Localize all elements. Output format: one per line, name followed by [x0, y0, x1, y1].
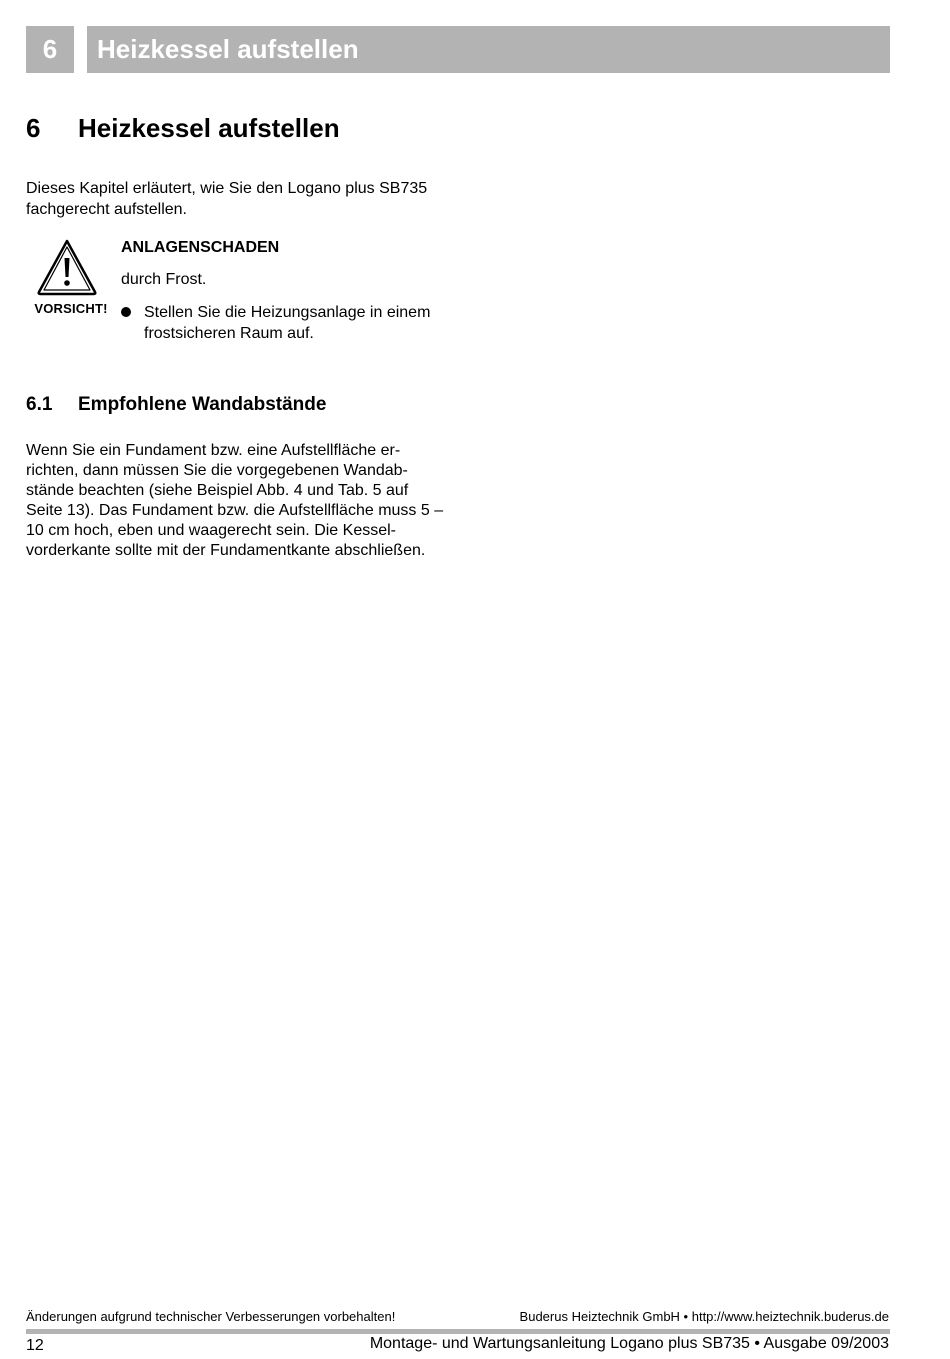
- chapter-number: 6: [26, 113, 41, 143]
- chapter-intro: Dieses Kapitel erläutert, wie Sie den Logano plus SB735 fachgerecht aufstellen.: [26, 180, 428, 218]
- warning-bullet-text: Stellen Sie die Heizungsanlage in einem frostsicheren Raum auf.: [144, 304, 431, 342]
- section-number: 6.1: [26, 394, 53, 415]
- warning-title: ANLAGENSCHADEN: [121, 239, 280, 256]
- bullet-dot-icon: [121, 307, 131, 317]
- warning-text: durch Frost.: [121, 271, 207, 288]
- section-body: Wenn Sie ein Fundament bzw. eine Aufstellfläche errichten, dann müssen Sie die vorgegebenen Wandabstände beachten (siehe Beispiel Abb. 4 und Tab. 5 auf Seite 13). Das Fundament bzw. die Aufstellfläche muss 5 – 10 cm hoch, eben und waagerecht sein. Die Kesselvorderkante sollte mit der Fundamentkante abschließen.: [26, 442, 444, 560]
- warning-bullet-item: [121, 302, 441, 344]
- section-heading: [26, 394, 326, 416]
- header-chapter-title: Heizkessel aufstellen: [87, 26, 890, 73]
- footer-company: Buderus Heiztechnik GmbH • http://www.heiztechnik.buderus.de: [519, 1309, 889, 1324]
- footer-divider: [26, 1329, 890, 1334]
- chapter-title: Heizkessel aufstellen: [78, 113, 340, 143]
- footer-disclaimer: Änderungen aufgrund technischer Verbesserungen vorbehalten!: [26, 1309, 396, 1324]
- section-title: Empfohlene Wandabstände: [78, 394, 327, 415]
- footer-document-title: Montage- und Wartungsanleitung Logano plus SB735 • Ausgabe 09/2003: [369, 1335, 889, 1352]
- page-number: 12: [26, 1337, 44, 1354]
- chapter-heading: [26, 113, 340, 144]
- warning-label: VORSICHT!: [34, 301, 108, 316]
- warning-triangle-icon: [36, 238, 98, 296]
- header-chapter-number: 6: [26, 26, 74, 73]
